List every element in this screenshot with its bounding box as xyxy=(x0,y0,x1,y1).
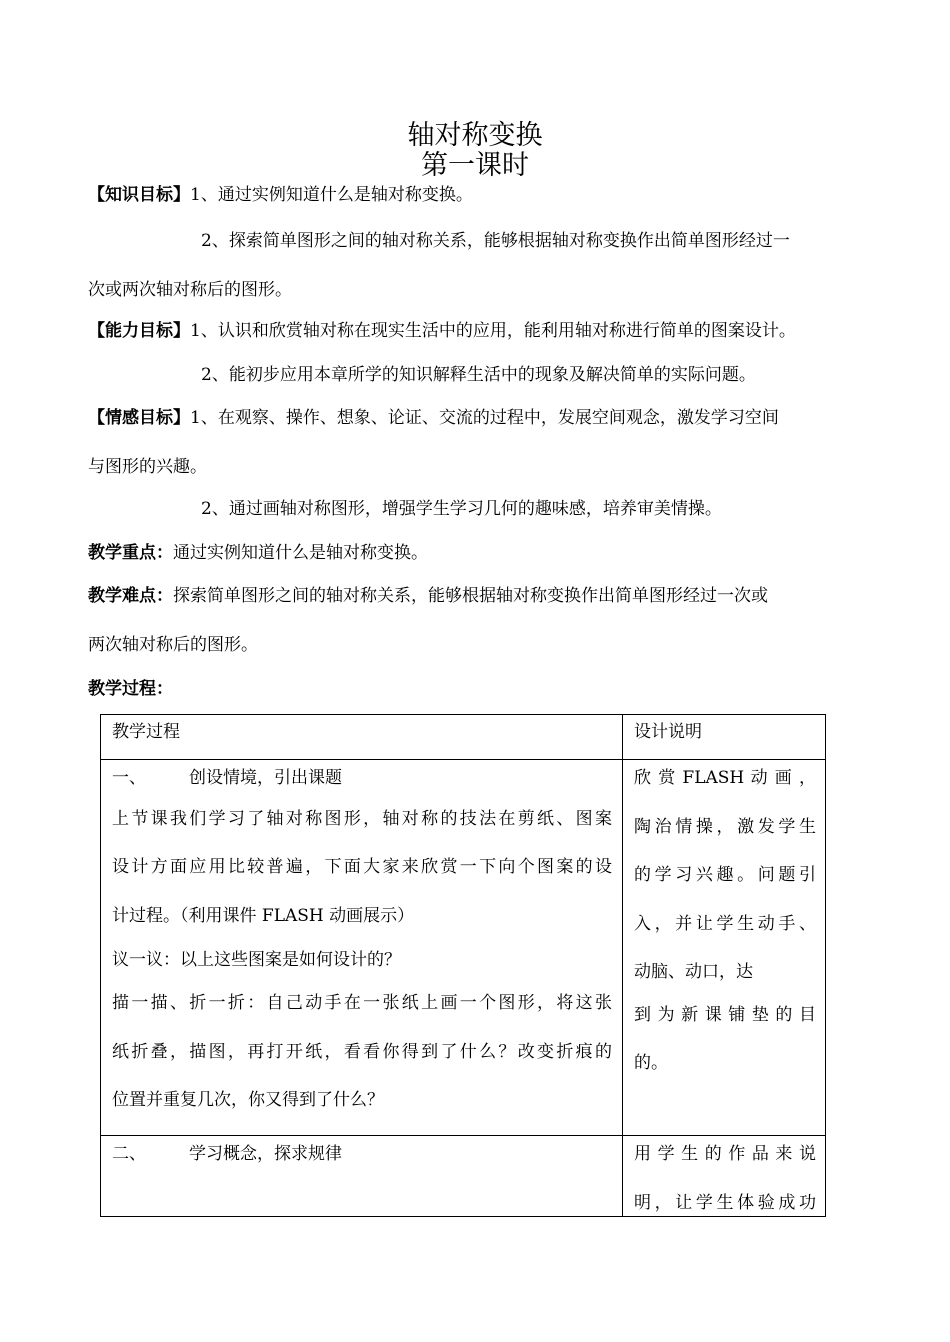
row2-heading: 学习概念，探求规律 xyxy=(189,1144,342,1164)
ability-objective-item-2: 2、能初步应用本章所学的知识解释生活中的现象及解决简单的实际问题。 xyxy=(201,365,756,385)
page-title: 轴对称变换 xyxy=(407,120,543,151)
knowledge-objective-label: 【知识目标】 xyxy=(88,185,190,205)
row1-note-2: 陶治情操，激发学生 xyxy=(634,817,816,837)
emotion-objective-label: 【情感目标】 xyxy=(88,408,190,428)
row1-line-4: 议一议：以上这些图案是如何设计的？ xyxy=(112,950,401,970)
row1-line-1: 上节课我们学习了轴对称图形，轴对称的技法在剪纸、图案 xyxy=(112,809,612,829)
row1-line-5: 描一描、折一折：自己动手在一张纸上画一个图形，将这张 xyxy=(112,993,612,1013)
process-table xyxy=(100,714,826,1217)
table-row xyxy=(101,1136,826,1217)
row1-process-cell xyxy=(101,760,623,1136)
emotion-objective xyxy=(88,406,779,430)
row2-design-cell xyxy=(623,1136,826,1217)
process-label: 教学过程： xyxy=(88,679,173,699)
row2-process-cell xyxy=(101,1136,623,1217)
knowledge-objective-item-2-continued: 次或两次轴对称后的图形。 xyxy=(88,280,292,300)
row1-note-6: 到 为 新 课 铺 垫 的 目 xyxy=(634,1005,816,1025)
page-subtitle: 第一课时 xyxy=(421,150,529,181)
row1-number: 一、 xyxy=(112,768,146,788)
row1-note-7: 的。 xyxy=(634,1053,668,1073)
row1-design-cell xyxy=(623,760,826,1136)
emotion-objective-item-1-continued: 与图形的兴趣。 xyxy=(88,457,207,477)
key-point-label: 教学重点： xyxy=(88,543,173,563)
row1-note-5: 动脑、动口，达 xyxy=(634,962,753,982)
row2-number: 二、 xyxy=(112,1144,146,1164)
difficulty-label: 教学难点： xyxy=(88,586,173,606)
header-cell-design xyxy=(623,715,826,760)
knowledge-objective-item-1: 1、通过实例知道什么是轴对称变换。 xyxy=(190,185,473,205)
key-point xyxy=(88,541,428,565)
row1-line-2: 设计方面应用比较普遍，下面大家来欣赏一下向个图案的设 xyxy=(112,857,612,877)
knowledge-objective-item-2: 2、探索简单图形之间的轴对称关系，能够根据轴对称变换作出简单图形经过一 xyxy=(201,231,790,251)
row1-line-3: 计过程。（利用课件 FLASH 动画展示） xyxy=(112,906,415,926)
emotion-objective-item-2: 2、通过画轴对称图形，增强学生学习几何的趣味感，培养审美情操。 xyxy=(201,499,722,519)
ability-objective-item-1: 1、认识和欣赏轴对称在现实生活中的应用，能利用轴对称进行简单的图案设计。 xyxy=(190,321,796,341)
row1-note-4: 入，并让学生动手、 xyxy=(634,914,816,934)
difficulty-text: 探索简单图形之间的轴对称关系，能够根据轴对称变换作出简单图形经过一次或 xyxy=(173,586,768,606)
emotion-objective-item-1: 1、在观察、操作、想象、论证、交流的过程中，发展空间观念，激发学习空间 xyxy=(190,408,779,428)
key-point-text: 通过实例知道什么是轴对称变换。 xyxy=(173,543,428,563)
difficulty-text-continued: 两次轴对称后的图形。 xyxy=(88,635,258,655)
table-header-row xyxy=(101,715,826,760)
header-design-text: 设计说明 xyxy=(634,722,702,742)
ability-objective xyxy=(88,319,796,343)
row1-note-3: 的学习兴趣。问题引 xyxy=(634,865,816,885)
header-cell-process xyxy=(101,715,623,760)
row1-note-1: 欣 赏 FLASH 动 画 ， xyxy=(634,768,816,788)
knowledge-objective xyxy=(88,183,473,207)
ability-objective-label: 【能力目标】 xyxy=(88,321,190,341)
row2-note-1: 用 学 生 的 作 品 来 说 xyxy=(634,1144,816,1164)
row1-heading: 创设情境，引出课题 xyxy=(189,768,342,788)
row1-line-7: 位置并重复几次，你又得到了什么？ xyxy=(112,1090,384,1110)
difficulty xyxy=(88,584,768,608)
row2-note-2: 明，让学生体验成功 xyxy=(634,1193,816,1213)
table-row xyxy=(101,760,826,1136)
row1-line-6: 纸折叠，描图，再打开纸，看看你得到了什么？改变折痕的 xyxy=(112,1042,612,1062)
header-process-text: 教学过程 xyxy=(112,722,180,742)
